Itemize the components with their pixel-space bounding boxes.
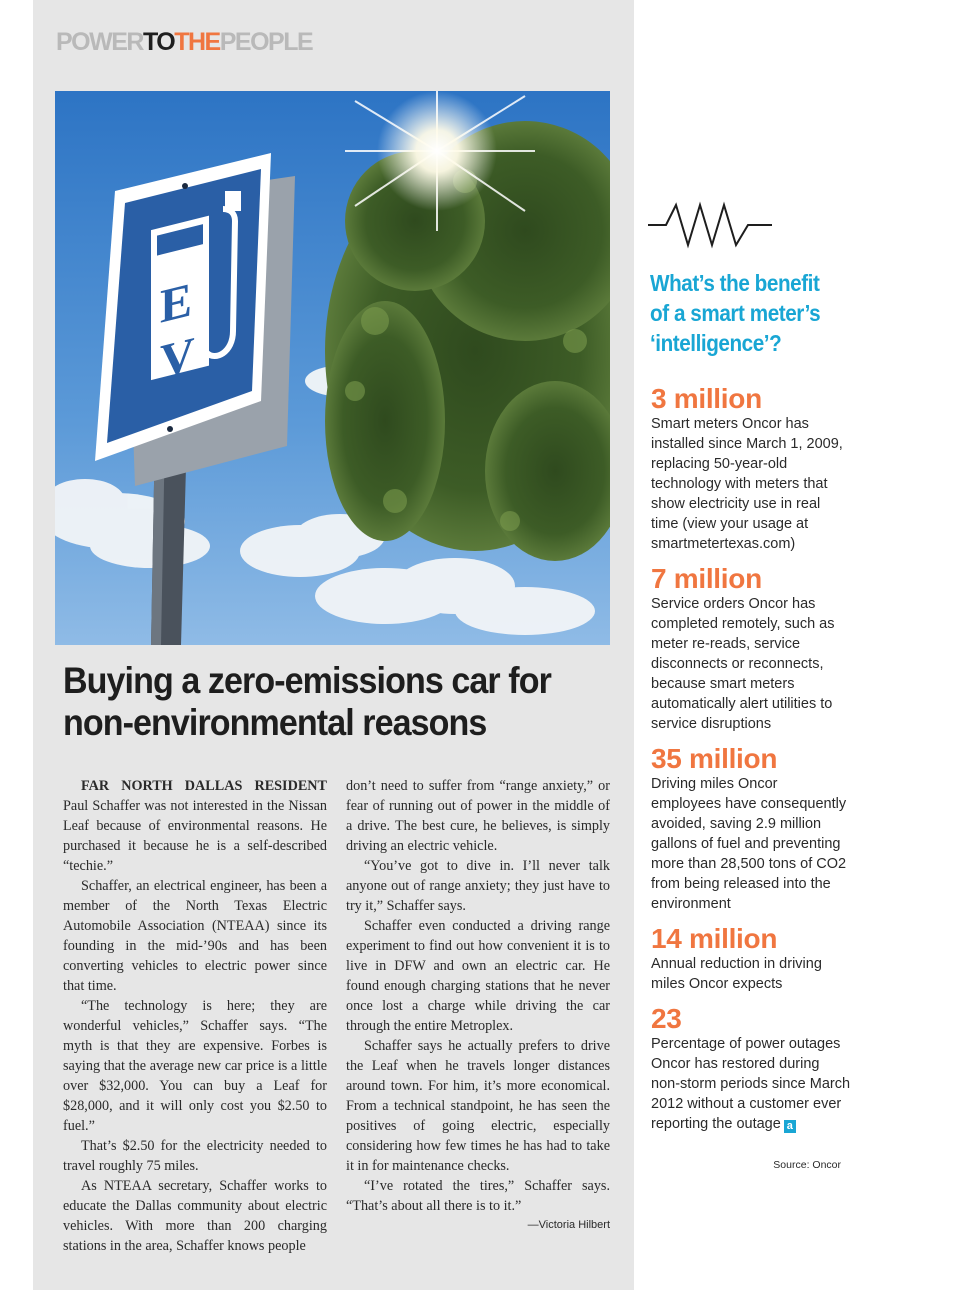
- stat-value: 23: [651, 1003, 682, 1034]
- zigzag-meter-icon: [648, 200, 772, 250]
- paragraph-3: “The technology is here; they are wonderful vehicles,” Schaffer says. “The myth is that they are expensive. Forbes is saying that the average new car price is a little over $32,000. You can buy a Leaf for $28,000, and it will only cost you $2.50 to fuel.”: [63, 998, 327, 1134]
- header-word-to: TO: [142, 28, 175, 56]
- ev-sign-photo: [55, 91, 610, 645]
- stat-value: 3 million: [651, 383, 762, 414]
- stat-value: 35 million: [651, 743, 778, 774]
- paragraph-10: “I’ve rotated the tires,” Schaffer says. “That’s about all there is to it.”: [346, 1178, 610, 1214]
- header-word-the: THE: [174, 28, 220, 56]
- stat-description: Driving miles Oncor employees have consequently avoided, saving 2.9 million gallons of fuel and preventing more than 28,500 tons of CO2 from being released into the environment: [651, 776, 847, 912]
- byline: —Victoria Hilbert: [527, 1219, 610, 1231]
- source-credit: Source: Oncor: [773, 1159, 841, 1171]
- article-column-1: [63, 776, 327, 1256]
- stat-description: Smart meters Oncor has installed since March 1, 2009, replacing 50-year-old technology with meters that show electricity use in real time (view your usage at smartmetertexas.com): [651, 416, 843, 552]
- section-header: [56, 28, 312, 57]
- header-word-people: PEOPLE: [219, 28, 313, 56]
- sidebar-title: What’s the benefit of a smart meter’s ‘intelligence’?: [650, 270, 821, 356]
- lead-in: FAR NORTH DALLAS RESIDENT: [81, 778, 327, 794]
- paragraph-5: As NTEAA secretary, Schaffer works to educate the Dallas community about electric vehicles. With more than 200 charging stations in the area, Schaffer knows people: [63, 1178, 327, 1254]
- stat-description: Annual reduction in driving miles Oncor expects: [651, 956, 822, 992]
- paragraph-4: That’s $2.50 for the electricity needed to travel roughly 75 miles.: [63, 1138, 327, 1174]
- paragraph-2: Schaffer, an electrical engineer, has been a member of the North Texas Electric Automobile Association (NTEAA) since its founding in the mid-’90s and has been converting vehicles to electric power since that time.: [63, 878, 327, 994]
- end-mark-icon: a: [784, 1120, 796, 1133]
- stat-value: 14 million: [651, 923, 778, 954]
- paragraph-6: don’t need to suffer from “range anxiety,” or fear of running out of power in the middle of a drive. The best cure, he believes, is simply driving an electric vehicle.: [346, 778, 610, 854]
- stat-14-million: [651, 924, 851, 994]
- stat-23: [651, 1004, 851, 1134]
- stat-35-million: [651, 744, 851, 914]
- paragraph-7: “You’ve got to dive in. I’ll never talk anyone out of range anxiety; they just have to try it,” Schaffer says.: [346, 858, 610, 914]
- paragraph-1: FAR NORTH DALLAS RESIDENT Paul Schaffer was not interested in the Nissan Leaf because of environmental reasons. He purchased it because he is a self-described “techie.”: [63, 778, 327, 874]
- stat-value: 7 million: [651, 563, 762, 594]
- article-column-2: [346, 776, 610, 1216]
- article-headline: Buying a zero-emissions car for non-environmental reasons: [63, 660, 551, 743]
- stat-3-million: [651, 384, 851, 554]
- paragraph-8: Schaffer even conducted a driving range experiment to find out how convenient it is to live in DFW and own an electric car. He found enough charging stations that he never once lost a charge while driving the car through the entire Metroplex.: [346, 918, 610, 1034]
- sun: [377, 91, 497, 211]
- paragraph-9: Schaffer says he actually prefers to drive the Leaf when he travels longer distances around town. For him, it’s more economical. From a technical standpoint, he has seen the positives of going electric, especially considering how few times he has had to take it in for maintenance checks.: [346, 1038, 610, 1174]
- stat-description: Service orders Oncor has completed remotely, such as meter re-reads, service disconnects or reconnects, because smart meters automatically alert utilities to service disruptions: [651, 596, 835, 732]
- header-word-power: POWER: [56, 28, 143, 56]
- sign-letter-v: V: [160, 326, 195, 389]
- stat-7-million: [651, 564, 851, 734]
- sign-letter-e: E: [160, 272, 193, 334]
- stat-description: Percentage of power outages Oncor has restored during non-storm periods since March 2012 without a customer ever reporting the outage a: [651, 1036, 851, 1132]
